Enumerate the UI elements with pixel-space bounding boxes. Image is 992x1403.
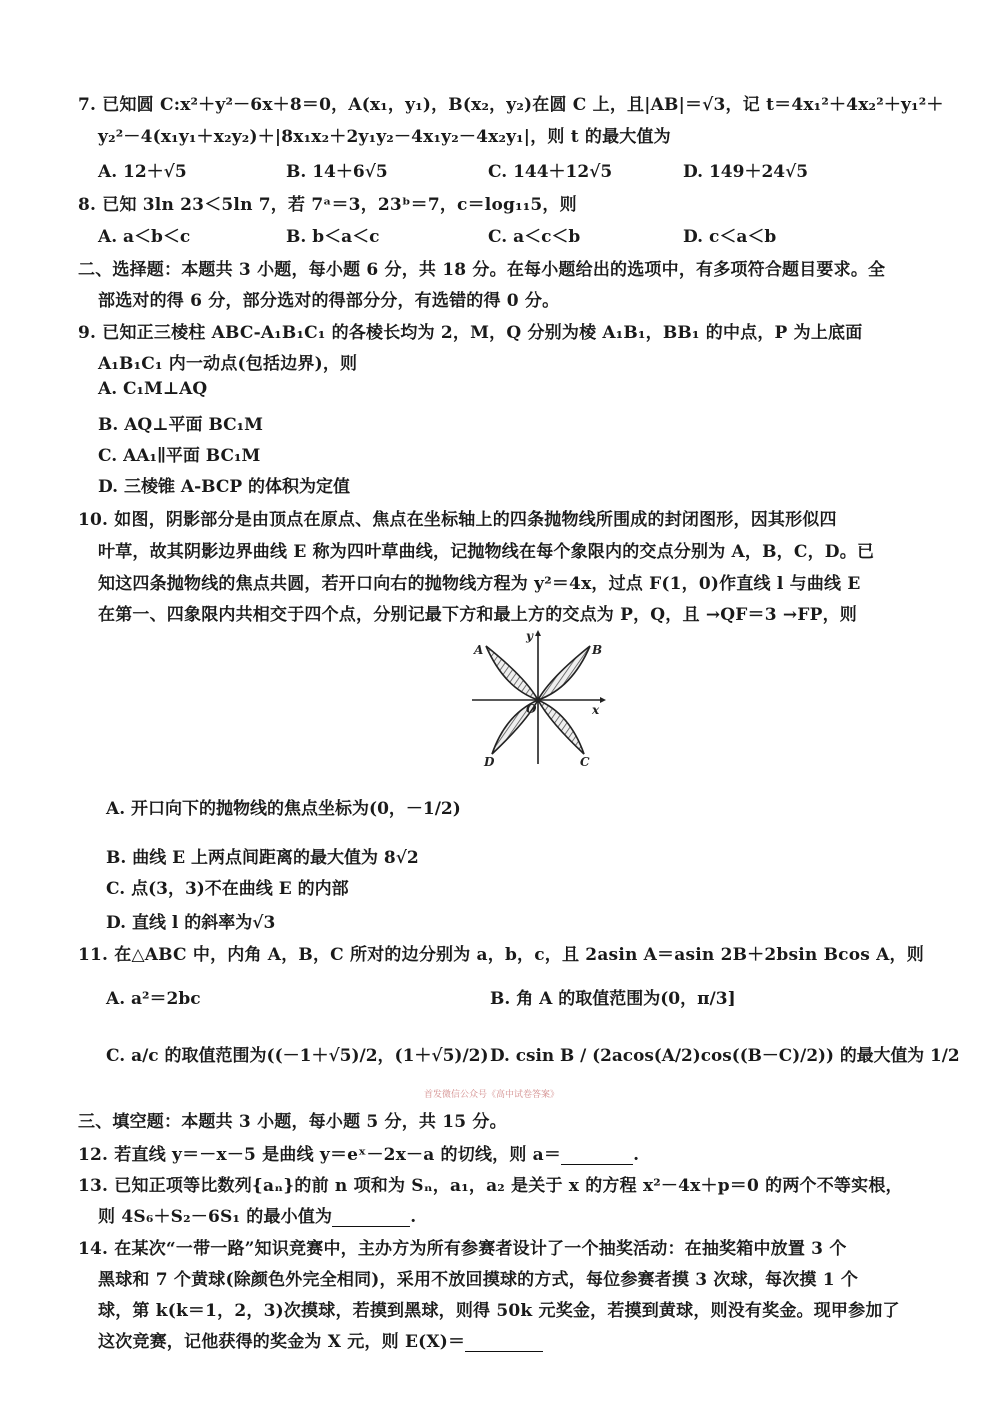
q9-stem-line1: 9. 已知正三棱柱 ABC-A₁B₁C₁ 的各棱长均为 2，M，Q 分别为棱 A₁B₁，BB₁ 的中点，P 为上底面: [78, 323, 863, 343]
section2-heading-line2: 部选对的得 6 分，部分选对的得部分分，有选错的得 0 分。: [98, 291, 560, 311]
q8-option-a: A. a＜b＜c: [98, 227, 191, 247]
section3-heading: 三、填空题：本题共 3 小题，每小题 5 分，共 15 分。: [78, 1112, 507, 1132]
label-c: C: [580, 755, 590, 768]
q11-stem: 11. 在△ABC 中，内角 A，B，C 所对的边分别为 a，b，c，且 2asin A＝asin 2B＋2bsin Bcos A，则: [78, 945, 924, 965]
q12-period: .: [633, 1145, 640, 1165]
q10-option-b: B. 曲线 E 上两点间距离的最大值为 8√2: [106, 848, 419, 868]
q11-option-b: B. 角 A 的取值范围为(0，π/3]: [490, 989, 736, 1009]
q13-stem-line2: [98, 1202, 416, 1227]
q10-stem-line4: 在第一、四象限内共相交于四个点，分别记最下方和最上方的交点为 P，Q，且 →QF＝3 →FP，则: [98, 605, 857, 625]
label-x: x: [592, 703, 600, 717]
q10-stem-line1: 10. 如图，阴影部分是由顶点在原点、焦点在坐标轴上的四条抛物线所围成的封闭图形，因其形似四: [78, 510, 837, 530]
section2-heading-line1: 二、选择题：本题共 3 小题，每小题 6 分，共 18 分。在每小题给出的选项中，有多项符合题目要求。全: [78, 260, 886, 280]
q7-option-b: B. 14＋6√5: [286, 162, 388, 182]
q9-option-c: C. AA₁∥平面 BC₁M: [98, 446, 261, 466]
label-y: y: [526, 629, 533, 643]
q10-stem-line3: 知这四条抛物线的焦点共圆，若开口向右的抛物线方程为 y²＝4x，过点 F(1，0)作直线 l 与曲线 E: [98, 574, 861, 594]
q14-answer-blank[interactable]: [465, 1333, 543, 1352]
q7-stem-line1: 7. 已知圆 C:x²＋y²－6x＋8＝0，A(x₁，y₁)，B(x₂，y₂)在圆 C 上，且|AB|＝√3，记 t＝4x₁²＋4x₂²＋y₁²＋: [78, 95, 944, 115]
q11-option-a: A. a²＝2bc: [106, 989, 201, 1009]
q9-option-b: B. AQ⊥平面 BC₁M: [98, 415, 263, 435]
q9-option-a: A. C₁M⊥AQ: [98, 379, 208, 399]
q10-option-d: D. 直线 l 的斜率为√3: [106, 913, 276, 933]
watermark: 首发微信公众号《高中试卷答案》: [424, 1090, 560, 1100]
q7-option-c: C. 144＋12√5: [488, 162, 613, 182]
q14-stem-line4: [98, 1327, 543, 1352]
y-axis-arrow-icon: [535, 630, 541, 636]
q9-option-d: D. 三棱锥 A-BCP 的体积为定值: [98, 477, 351, 497]
q10-stem-line2: 叶草，故其阴影边界曲线 E 称为四叶草曲线，记抛物线在每个象限内的交点分别为 A，B，C，D。已: [98, 542, 875, 562]
q13-period: .: [410, 1207, 417, 1227]
q10-option-a: A. 开口向下的抛物线的焦点坐标为(0，－1/2): [106, 799, 461, 819]
q11-option-d: D. csin B / (2acos(A/2)cos((B－C)/2)) 的最大值为 1/2: [490, 1046, 960, 1066]
label-d: D: [484, 755, 495, 768]
four-leaf-clover-figure: [468, 628, 608, 768]
label-origin: O: [526, 702, 537, 716]
q12-stem: [78, 1140, 639, 1165]
q13-text: 则 4S₆＋S₂－6S₁ 的最小值为: [98, 1207, 333, 1227]
label-b: B: [592, 643, 603, 657]
x-axis-arrow-icon: [600, 697, 606, 703]
q8-option-b: B. b＜a＜c: [286, 227, 380, 247]
q8-option-d: D. c＜a＜b: [683, 227, 777, 247]
q9-stem-line2: A₁B₁C₁ 内一动点(包括边界)，则: [98, 354, 358, 374]
q11-option-c: C. a/c 的取值范围为((－1＋√5)/2，(1＋√5)/2): [106, 1046, 489, 1066]
q10-option-c: C. 点(3，3)不在曲线 E 的内部: [106, 879, 349, 899]
q14-stem-line1: 14. 在某次“一带一路”知识竞赛中，主办方为所有参赛者设计了一个抽奖活动：在抽奖箱中放置 3 个: [78, 1239, 847, 1259]
q7-option-d: D. 149＋24√5: [683, 162, 809, 182]
q14-stem-line3: 球，第 k(k＝1，2，3)次摸球，若摸到黑球，则得 50k 元奖金，若摸到黄球，则没有奖金。现甲参加了: [98, 1301, 900, 1321]
q7-option-a: A. 12＋√5: [98, 162, 187, 182]
q14-text: 这次竞赛，记他获得的奖金为 X 元，则 E(X)＝: [98, 1332, 466, 1352]
q13-answer-blank[interactable]: [332, 1208, 410, 1227]
label-a: A: [474, 643, 484, 657]
q8-stem: 8. 已知 3ln 23＜5ln 7，若 7ᵃ＝3，23ᵇ＝7，c＝log₁₁5，则: [78, 195, 577, 215]
q12-answer-blank[interactable]: [561, 1146, 633, 1165]
q13-stem-line1: 13. 已知正项等比数列{aₙ}的前 n 项和为 Sₙ，a₁，a₂ 是关于 x 的方程 x²－4x＋p＝0 的两个不等实根，: [78, 1176, 903, 1196]
q7-stem-line2: y₂²－4(x₁y₁＋x₂y₂)＋|8x₁x₂＋2y₁y₂－4x₁y₂－4x₂y₁|，则 t 的最大值为: [98, 127, 671, 147]
q14-stem-line2: 黑球和 7 个黄球(除颜色外完全相同)，采用不放回摸球的方式，每位参赛者摸 3 次球，每次摸 1 个: [98, 1270, 859, 1290]
q12-text: 12. 若直线 y＝－x－5 是曲线 y＝eˣ－2x－a 的切线，则 a＝: [78, 1145, 562, 1165]
q8-option-c: C. a＜c＜b: [488, 227, 581, 247]
